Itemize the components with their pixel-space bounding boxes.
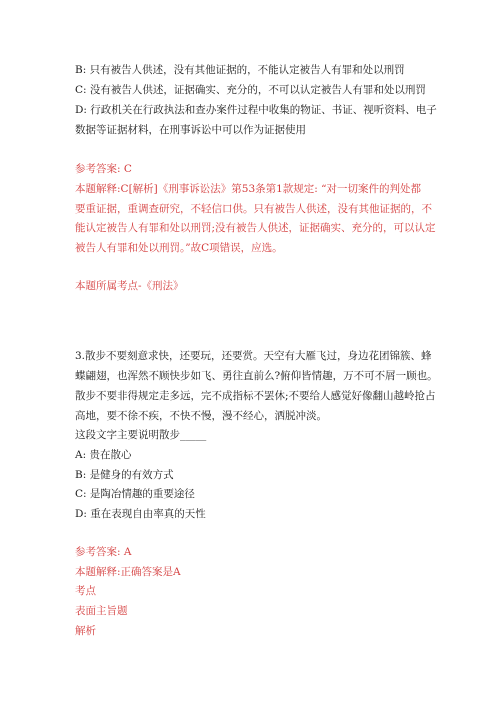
topic-line: 本题所属考点-《刑法》 xyxy=(75,280,184,292)
reference-answer: 参考答案: A xyxy=(75,546,132,558)
option-d-continued: 数据等证据材料，在刑事诉讼中可以作为证据使用 xyxy=(75,124,306,136)
option-c: C: 没有被告人供述，证据确实、充分的，不可以认定被告人有罪和处以刑罚 xyxy=(75,84,426,96)
option-d: D: 重在表现自由率真的天性 xyxy=(75,508,206,520)
explanation-line: 被告人有罪和处以刑罚。”故C项错误，应选。 xyxy=(75,242,283,254)
topic-label: 考点 xyxy=(75,585,96,597)
option-b: B: 只有被告人供述，没有其他证据的，不能认定被告人有罪和处以刑罚 xyxy=(75,64,405,76)
passage-line: 3.散步不要刻意求快，还要玩，还要赏。天空有大雁飞过，身边花团锦簇、蜂 xyxy=(75,350,432,362)
explanation-line: 要重证据，重调查研究，不轻信口供。只有被告人供述，没有其他证据的，不 xyxy=(75,203,432,215)
option-c: C: 是陶冶情趣的重要途径 xyxy=(75,488,195,500)
passage-line: 蝶翩翅，也浑然不顾快步如飞、勇往直前么?俯仰皆情趣，万不可不屑一顾也。 xyxy=(75,370,438,382)
explanation-line: 本题解释:C[解析]《刑事诉讼法》第53条第1款规定: “对一切案件的判处都 xyxy=(75,183,422,195)
explanation-line: 本题解释:正确答案是A xyxy=(75,566,181,578)
topic-value: 表面主旨题 xyxy=(75,605,128,617)
option-d: D: 行政机关在行政执法和查办案件过程中收集的物证、书证、视听资料、电子 xyxy=(75,104,437,116)
analysis-label: 解析 xyxy=(75,625,96,637)
option-a: A: 贵在散心 xyxy=(75,449,132,461)
explanation-line: 能认定被告人有罪和处以刑罚;没有被告人供述，证据确实、充分的，可以认定 xyxy=(75,222,436,234)
question-stem: 这段文字主要说明散步_____ xyxy=(75,429,207,441)
option-b: B: 是健身的有效方式 xyxy=(75,469,174,481)
passage-line: 高地，要不徐不疾，不快不慢，漫不经心，洒脱冲淡。 xyxy=(75,410,327,422)
passage-line: 散步不要非得规定走多远，完不成指标不罢休;不要给人感觉好像翻山越岭抢占 xyxy=(75,390,436,402)
reference-answer: 参考答案: C xyxy=(75,163,132,175)
